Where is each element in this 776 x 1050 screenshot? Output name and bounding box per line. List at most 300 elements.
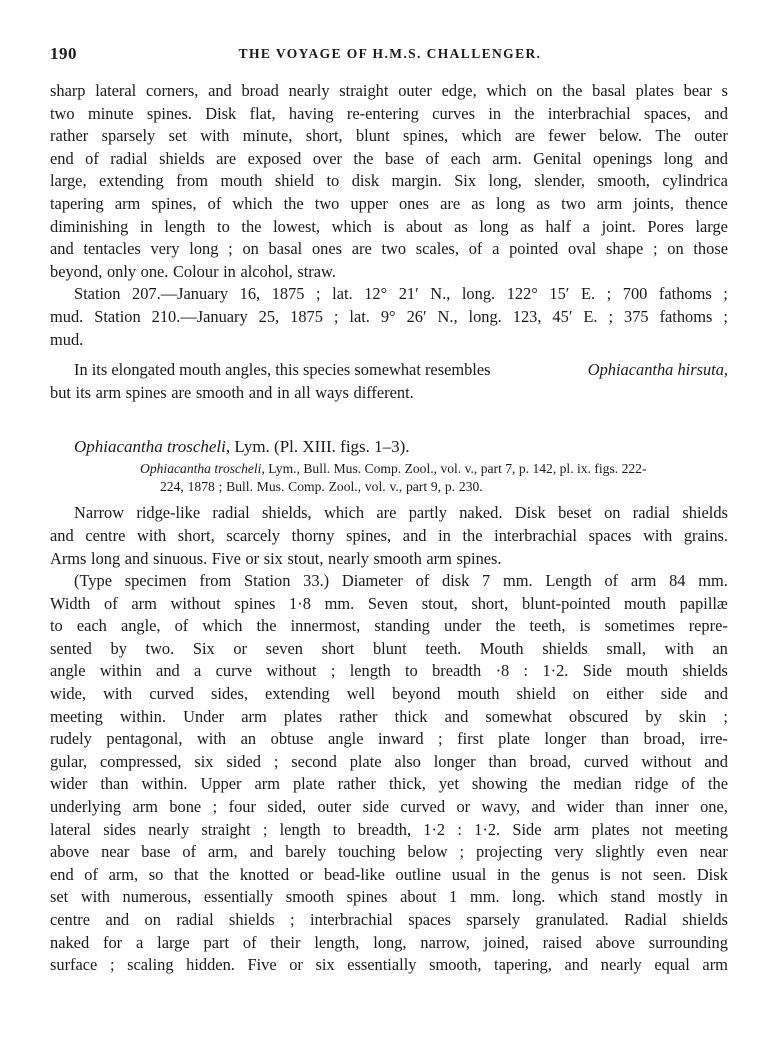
word: and [531,797,556,817]
word: and [208,81,232,100]
word: well [346,684,376,704]
word: to [405,661,418,681]
word: sparsely [101,126,156,146]
word: about [400,887,437,907]
word: or [289,955,303,975]
word: v., [389,479,403,495]
word: only [106,261,137,281]
word: of [84,864,98,884]
word: length, [314,932,360,952]
word: the [495,616,516,636]
word: broad, [643,729,686,749]
word: naked [50,932,90,952]
word: Disk [696,864,728,884]
word: long. [512,887,546,907]
reference-text: , Lym., Bull. Mus. Comp. Zool., vol. v., part 7, p. 142, pl. ix. figs. 222- [261,461,647,477]
word: tentacles [83,239,141,259]
reference-species: Ophiacantha troscheli [140,461,262,477]
word: ones [398,193,429,213]
word: 375 [624,306,649,326]
word: wavy, [481,797,521,817]
word: sided [226,751,261,771]
word: arm, [108,864,139,884]
word: 1·8 [289,593,311,613]
word: plates [283,706,323,726]
text-line [50,909,728,932]
word: ; [262,819,268,839]
text-line [50,359,728,382]
word: small, [606,638,646,658]
word: and [248,382,273,402]
text-line [50,773,728,796]
word: genus [550,864,590,884]
word: mm. [698,571,728,591]
word: mud. [50,329,84,349]
word: with [80,887,110,907]
word: radial [632,503,671,523]
word: centre [50,910,91,929]
word: E. [580,284,596,304]
word: ; [608,306,614,326]
word: the [283,193,304,213]
word: without [266,661,317,681]
word: skin [678,706,707,726]
word: under [443,616,482,636]
word: with [196,729,227,749]
word: arm. [492,148,522,168]
word: long. [461,284,496,304]
word: are [171,382,192,402]
word: lateral [95,81,137,100]
word: grains. [683,525,728,545]
word: beyond, [50,261,103,281]
word: curves [432,103,475,123]
word: slightly [595,842,645,862]
word: plates [635,81,674,100]
word: Station [243,571,291,591]
word: spines [346,887,388,907]
word: shields [229,910,275,929]
word: length [279,819,321,839]
word: nearly [328,548,369,568]
word: joints, [633,193,674,213]
word: spaces [408,910,451,929]
word: rather [339,706,378,726]
reference-line [50,460,728,478]
word: smooth, [429,955,482,975]
word: surrounding [648,932,728,952]
word: Six [454,171,477,191]
word: E. [583,306,598,326]
word: sparsely [466,910,521,929]
word: N., [430,284,451,304]
word: 15′ [549,284,570,304]
word: on [144,910,161,929]
word: ridge-like [136,503,201,523]
word: rather [50,126,89,146]
word: curved [149,684,194,704]
word: and [50,239,74,259]
word: stout, [421,593,458,613]
word: Genital [533,148,582,168]
word: gular, [50,751,88,771]
word: one. [140,261,169,281]
word: breadth, [357,819,412,839]
word: 7 [482,571,491,591]
word: arm [426,548,452,568]
word: ; [723,706,728,726]
word: barely [285,842,327,862]
reference-line [50,478,728,496]
word: Six [192,638,215,658]
word: bead-like [323,864,385,884]
word: corners, [145,81,199,100]
word: Zool., [328,479,362,495]
word: fathoms [659,306,713,326]
word: thorny [291,525,335,545]
word: of [182,842,197,862]
word: second [291,751,337,771]
word: Upper [200,774,242,794]
word: its [75,382,92,402]
text-line [50,125,728,148]
word: blunt [355,126,390,146]
word: those [693,239,728,259]
word: shields, [262,503,312,523]
word: inward [378,729,424,749]
word: radial [176,910,214,929]
word: two [50,103,75,123]
word: in [488,103,502,123]
text-line [50,819,728,842]
word: is [579,616,591,636]
word: with [200,126,230,146]
word: as [471,193,485,213]
word: as [520,216,534,236]
word: as [454,216,468,236]
text-line [50,80,728,103]
word: 45′ [552,306,573,326]
word: seven [265,638,303,658]
word: on [242,239,259,259]
word: mm. [324,593,355,613]
word: the [514,103,535,123]
word: narrow, [420,932,470,952]
word: above [50,842,90,862]
word: of [604,571,619,591]
word: base [141,842,171,862]
text-line [50,502,728,525]
word: plate [349,751,382,771]
comparison-text: In its elongated mouth angles, this species somewhat resembles [74,360,491,380]
word: mud. [50,306,84,326]
word: ; [330,661,336,681]
word: Length [545,571,592,591]
word: on [536,81,553,100]
word: nearly [600,955,642,975]
word: long [91,548,121,568]
word: and [444,706,469,726]
word: a [136,932,144,952]
word: long [663,148,693,168]
word: spines [234,593,276,613]
word: different. [353,382,414,402]
word: 1·2 [423,819,446,839]
word: the [462,525,483,545]
word: 1·2. [474,819,501,839]
word: sides, [211,684,248,704]
word: very [554,842,584,862]
text-line [50,886,728,909]
word: : [523,661,529,681]
word: with [137,525,167,545]
word: two. [145,638,175,658]
text-line [50,170,728,193]
word: angle [50,661,86,681]
text-line [50,283,728,306]
word: so [148,864,164,884]
word: 1875 [271,284,305,304]
text-line [50,148,728,171]
text-line [50,728,728,751]
word: margin. [391,171,442,191]
word: long [496,193,526,213]
word: obscured [569,706,629,726]
word: plate [292,774,325,794]
word: 12° [364,284,388,304]
word: the [209,864,230,884]
word: edge, [441,81,477,100]
word: near [699,842,728,862]
word: long. [468,306,502,326]
word: 9° [380,306,396,326]
text-line [50,193,728,216]
word: longer [433,751,476,771]
word: meeting [50,706,103,726]
word: 1875 [290,306,323,326]
word: side [660,684,688,704]
word: are [376,503,397,523]
word: meeting [675,819,728,839]
word: extending [99,171,164,191]
word: partly [408,503,447,523]
word: length [164,216,206,236]
word: spines. [146,103,192,123]
word: sided, [267,797,307,817]
word: one, [700,797,728,817]
word: breadth [432,661,482,681]
word: 123, [512,306,542,326]
word: set [50,887,69,907]
word: granulated. [535,910,609,929]
word: wider [50,774,88,794]
word: and [249,842,274,862]
word: basal [592,81,626,100]
word: that [174,864,199,884]
word: 210.—January [151,306,248,326]
word: ; [438,729,443,749]
word: surface [50,955,98,975]
word: curve [215,661,253,681]
text-line [50,570,728,593]
text-line [50,525,728,548]
text-line [50,638,728,661]
word: outline [395,864,442,884]
word: thence [685,193,728,213]
word: four [228,797,256,817]
word: and [704,148,728,168]
word: an [240,729,257,749]
species-ref-hirsuta: Ophiacantha hirsuta, [587,360,728,380]
word: centre [85,525,126,545]
word: ; [316,284,321,304]
word: ; [212,797,218,817]
word: two [561,193,586,213]
word: ; [652,239,658,259]
word: to [332,819,346,839]
word: angle, [120,616,161,636]
word: which [202,616,243,636]
word: straw. [297,261,336,281]
word: broad, [529,751,571,771]
word: 1·2. [542,661,569,681]
word: rudely [50,729,92,749]
word: 230. [458,479,483,495]
word: disk [351,171,380,191]
word: innermost, [290,616,361,636]
page-number: 190 [50,44,77,63]
word: which [558,887,599,907]
page-body [50,80,728,977]
word: N., [437,306,458,326]
word: in [139,216,153,236]
word: mouth [626,661,669,681]
word: by [110,638,127,658]
word: short, [305,126,343,146]
word: ; [218,479,223,495]
word: the [241,216,262,236]
word: radial [212,503,250,523]
word: outer [694,126,728,146]
word: mouth [624,593,666,613]
word: arm [95,382,122,402]
word: half [545,216,571,236]
word: two [381,239,407,259]
word: in [438,525,451,545]
word: stout, [287,548,324,568]
word: long, [373,932,407,952]
word: obtuse [270,729,314,749]
word: on [667,239,684,259]
word: Diameter [341,571,403,591]
word: Mus. [256,479,285,495]
word: the [562,81,583,100]
word: papillæ [679,593,728,613]
word: with [103,684,133,704]
text-line [50,683,728,706]
word: a [194,661,202,681]
word: sharp [50,81,86,100]
word: Station [74,284,121,304]
word: naked. [459,503,503,523]
word: teeth. [425,638,462,658]
word: to [50,616,63,636]
word: ways [315,382,349,402]
word: interbrachial [547,103,631,123]
word: 122° [506,284,538,304]
word: is [599,864,611,884]
word: exposed [247,148,302,168]
word: to [217,216,230,236]
word: without [170,593,221,613]
word: Radial [624,910,667,929]
word: Width [50,593,91,613]
word: ; [109,955,115,975]
word: of [174,616,189,636]
word: set [168,126,187,146]
word: are [514,126,535,146]
word: raised [542,932,582,952]
word: (Type [74,571,112,591]
word: mm. [469,887,500,907]
text-line [50,954,728,977]
word: arm [131,593,157,613]
word: essentially [347,955,417,975]
word: shape [605,239,644,259]
word: arm [241,706,267,726]
word: within [99,661,142,681]
word: 224, [160,479,184,495]
word: shields [682,661,728,681]
word: usual [451,864,487,884]
word: which [461,126,502,146]
word: ridge [634,774,669,794]
word: irre- [699,729,728,749]
word: underlying [50,797,122,817]
word: joint. [601,216,636,236]
word: arm [114,193,141,213]
word: Pores [647,216,684,236]
word: blunt-pointed [521,593,611,613]
word: of [468,239,483,259]
word: of [242,932,257,952]
word: 700 [622,284,648,304]
word: Five [247,955,277,975]
word: or [233,638,247,658]
word: for [103,932,123,952]
word: by [645,706,662,726]
word: touching [338,842,396,862]
word: which [331,216,372,236]
word: as [536,193,550,213]
word: and [105,910,130,929]
word: long, [488,171,522,191]
word: interbrachial [309,910,393,929]
word: of [415,571,430,591]
word: 1878 [187,479,215,495]
word: showing [471,774,528,794]
word: spaces [588,525,632,545]
word: the [353,148,374,168]
word: having [288,103,334,123]
word: and [402,525,427,545]
word: below [407,842,448,862]
word: standing [374,616,430,636]
word: of [681,774,695,794]
word: six [263,548,283,568]
word: curved [400,797,446,817]
word: length [349,661,391,681]
